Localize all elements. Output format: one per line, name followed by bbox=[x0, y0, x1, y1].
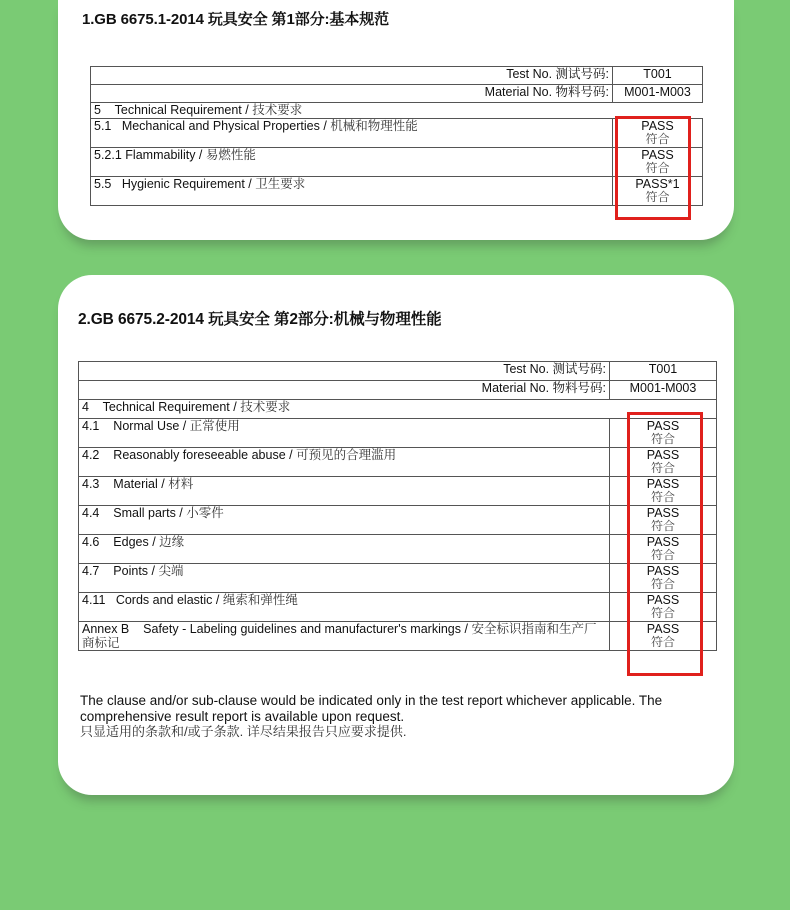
section-heading-row bbox=[91, 103, 703, 119]
result-text: PASS bbox=[646, 593, 680, 607]
clause-num: 4.2 bbox=[82, 448, 100, 462]
section-heading-num: 5 bbox=[94, 103, 101, 117]
result-cell bbox=[610, 477, 717, 506]
clause-cell: 4.7 Points / 尖端 bbox=[79, 564, 610, 593]
clause-cn: 可预见的合理滥用 bbox=[296, 448, 397, 462]
clause-cell: 5.2.1 Flammability / 易燃性能 bbox=[91, 148, 613, 177]
clause-cell: 4.11 Cords and elastic / 绳索和弹性绳 bbox=[79, 593, 610, 622]
test-no-label: Test No. 测试号码: bbox=[79, 362, 610, 381]
footnote-cn: 只显适用的条款和/或子条款. 详尽结果报告只应要求提供. bbox=[80, 724, 407, 739]
table-row bbox=[91, 119, 703, 148]
result-cn: 符合 bbox=[650, 519, 675, 533]
test-no-value: T001 bbox=[610, 362, 717, 381]
result-cn: 符合 bbox=[650, 548, 675, 562]
result-cell bbox=[613, 119, 703, 148]
result-text: PASS bbox=[646, 622, 680, 636]
section-heading: 4 Technical Requirement / 技术要求 bbox=[79, 400, 717, 419]
clause-num: 5.2.1 bbox=[94, 148, 122, 162]
clause-cn: 尖端 bbox=[158, 564, 184, 578]
clause-num: Annex B bbox=[82, 622, 130, 636]
clause-cell: 5.1 Mechanical and Physical Properties / 机械和物理性能 bbox=[91, 119, 613, 148]
material-no-label: Material No. 物料号码: bbox=[79, 381, 610, 400]
result-cell bbox=[613, 177, 703, 206]
clause-en: Flammability bbox=[125, 148, 196, 162]
clause-num: 5.5 bbox=[94, 177, 112, 191]
clause-num: 4.11 bbox=[82, 593, 106, 607]
clause-num: 4.1 bbox=[82, 419, 100, 433]
table-row bbox=[79, 477, 717, 506]
clause-cn: 安全标识指南和生产厂商标记 bbox=[82, 622, 597, 650]
table-row bbox=[79, 362, 717, 381]
clause-cn: 卫生要求 bbox=[255, 177, 306, 191]
clause-cn: 机械和物理性能 bbox=[330, 119, 418, 133]
result-cell bbox=[610, 506, 717, 535]
section-heading-row bbox=[79, 400, 717, 419]
clause-cell: 4.6 Edges / 边缘 bbox=[79, 535, 610, 564]
result-text: PASS*1 bbox=[635, 177, 680, 191]
material-no-label: Material No. 物料号码: bbox=[91, 85, 613, 103]
result-cn: 符合 bbox=[645, 190, 670, 204]
footnote bbox=[80, 693, 716, 740]
result-cell bbox=[613, 148, 703, 177]
table-row bbox=[79, 535, 717, 564]
result-cn: 符合 bbox=[650, 461, 675, 475]
clause-cell: 4.2 Reasonably foreseeable abuse / 可预见的合理滥用 bbox=[79, 448, 610, 477]
clause-cn: 易燃性能 bbox=[205, 148, 256, 162]
section2-card bbox=[58, 275, 734, 795]
section1-report-table bbox=[90, 66, 703, 206]
clause-num: 5.1 bbox=[94, 119, 112, 133]
clause-en: Safety - Labeling guidelines and manufacturer's markings bbox=[143, 622, 462, 636]
section-heading-en: Technical Requirement bbox=[102, 400, 230, 414]
section1-title: 1.GB 6675.1-2014 玩具安全 第1部分:基本规范 bbox=[82, 11, 389, 28]
clause-en: Points bbox=[113, 564, 149, 578]
table-row bbox=[79, 593, 717, 622]
clause-cn: 小零件 bbox=[186, 506, 224, 520]
result-text: PASS bbox=[646, 506, 680, 520]
clause-cn: 绳索和弹性绳 bbox=[222, 593, 298, 607]
clause-num: 4.4 bbox=[82, 506, 100, 520]
table-row bbox=[91, 177, 703, 206]
section2-title: 2.GB 6675.2-2014 玩具安全 第2部分:机械与物理性能 bbox=[78, 311, 442, 328]
result-cell bbox=[610, 448, 717, 477]
table-row bbox=[91, 67, 703, 85]
result-cn: 符合 bbox=[650, 490, 675, 504]
section-heading-cn: 技术要求 bbox=[252, 103, 303, 117]
section-heading-cn: 技术要求 bbox=[240, 400, 291, 414]
clause-cn: 边缘 bbox=[159, 535, 185, 549]
section-heading-num: 4 bbox=[82, 400, 89, 414]
clause-en: Hygienic Requirement bbox=[121, 177, 245, 191]
result-text: PASS bbox=[646, 448, 680, 462]
clause-en: Normal Use bbox=[113, 419, 180, 433]
section1-card bbox=[58, 0, 734, 240]
clause-cell: 4.4 Small parts / 小零件 bbox=[79, 506, 610, 535]
result-cn: 符合 bbox=[645, 161, 670, 175]
section-heading-en: Technical Requirement bbox=[114, 103, 242, 117]
section2-report-table bbox=[78, 361, 717, 651]
table-row bbox=[79, 622, 717, 651]
result-text: PASS bbox=[646, 535, 680, 549]
clause-num: 4.3 bbox=[82, 477, 100, 491]
table-row bbox=[79, 448, 717, 477]
table-row bbox=[79, 381, 717, 400]
clause-en: Edges bbox=[113, 535, 149, 549]
result-cn: 符合 bbox=[650, 577, 675, 591]
table-row bbox=[79, 419, 717, 448]
clause-cn: 正常使用 bbox=[189, 419, 240, 433]
result-cn: 符合 bbox=[650, 635, 675, 649]
result-cn: 符合 bbox=[650, 606, 675, 620]
result-cell bbox=[610, 564, 717, 593]
clause-num: 4.6 bbox=[82, 535, 100, 549]
result-text: PASS bbox=[641, 148, 674, 162]
result-text: PASS bbox=[646, 477, 680, 491]
clause-cell: Annex B Safety - Labeling guidelines and manufacturer's markings / 安全标识指南和生产厂商标记 bbox=[79, 622, 610, 651]
clause-en: Reasonably foreseeable abuse bbox=[113, 448, 286, 462]
result-text: PASS bbox=[646, 419, 680, 433]
clause-en: Cords and elastic bbox=[115, 593, 213, 607]
clause-en: Material bbox=[113, 477, 158, 491]
table-row bbox=[79, 506, 717, 535]
clause-cell: 5.5 Hygienic Requirement / 卫生要求 bbox=[91, 177, 613, 206]
test-no-value: T001 bbox=[613, 67, 703, 85]
result-cn: 符合 bbox=[650, 432, 675, 446]
footnote-en: The clause and/or sub-clause would be indicated only in the test report whichever applicable. The comprehensive result report is available upon request. bbox=[80, 693, 663, 724]
test-no-label: Test No. 测试号码: bbox=[91, 67, 613, 85]
material-no-value: M001-M003 bbox=[610, 381, 717, 400]
result-cn: 符合 bbox=[645, 132, 670, 146]
material-no-value: M001-M003 bbox=[613, 85, 703, 103]
table-row bbox=[91, 148, 703, 177]
clause-num: 4.7 bbox=[82, 564, 100, 578]
result-cell bbox=[610, 535, 717, 564]
clause-cn: 材料 bbox=[168, 477, 194, 491]
clause-cell: 4.1 Normal Use / 正常使用 bbox=[79, 419, 610, 448]
table-row bbox=[79, 564, 717, 593]
clause-en: Small parts bbox=[113, 506, 176, 520]
section-heading: 5 Technical Requirement / 技术要求 bbox=[91, 103, 703, 119]
result-cell bbox=[610, 419, 717, 448]
result-cell bbox=[610, 622, 717, 651]
result-text: PASS bbox=[646, 564, 680, 578]
clause-en: Mechanical and Physical Properties bbox=[121, 119, 320, 133]
table-row bbox=[91, 85, 703, 103]
result-cell bbox=[610, 593, 717, 622]
result-text: PASS bbox=[641, 119, 674, 133]
clause-cell: 4.3 Material / 材料 bbox=[79, 477, 610, 506]
